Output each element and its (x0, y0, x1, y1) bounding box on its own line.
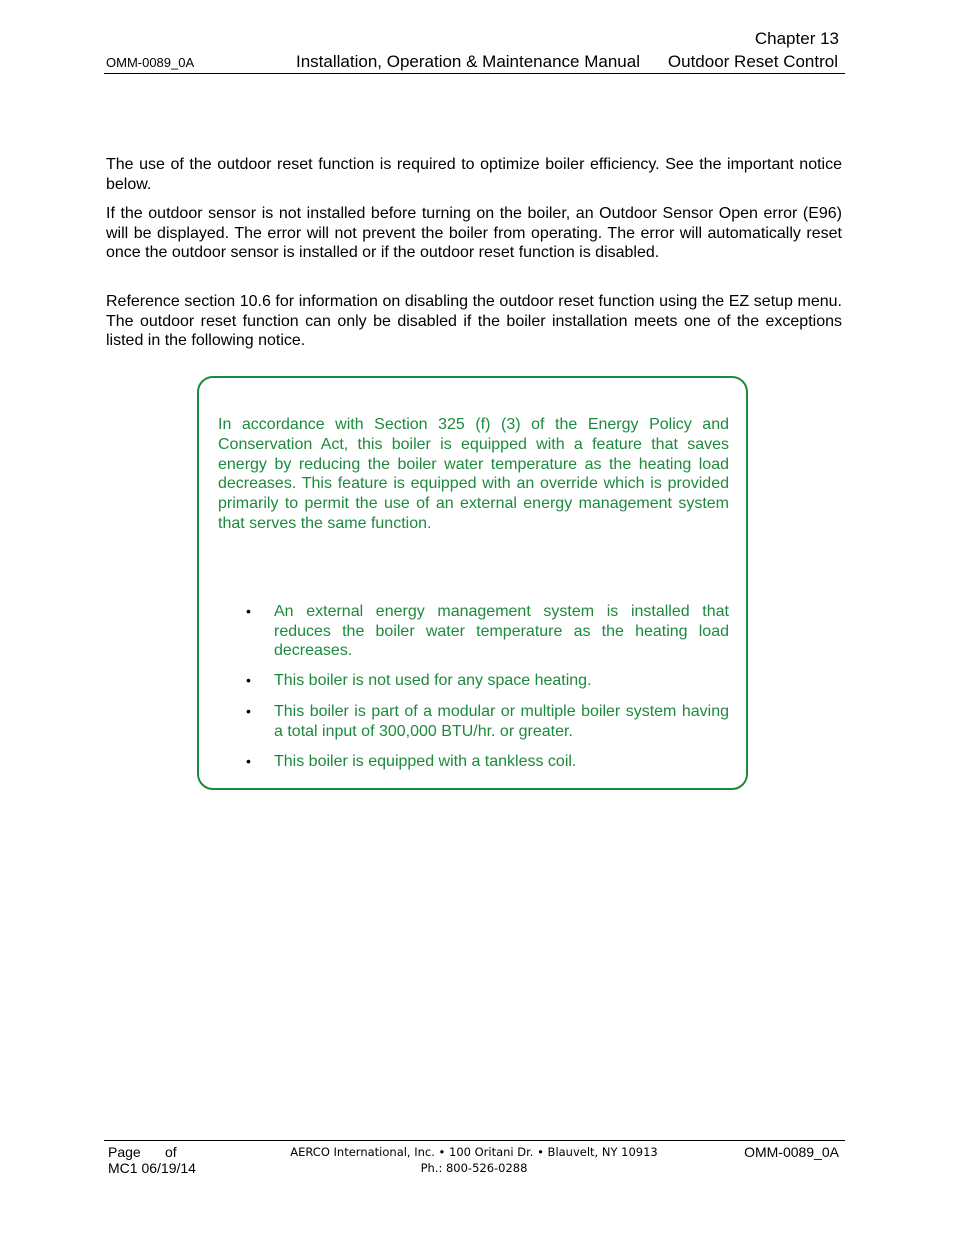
body-paragraph-2: If the outdoor sensor is not installed before turning on the boiler, an Outdoor Sensor Open error (E96) will be displayed. The error will not prevent the boiler from operating. The error will automatically reset once the outdoor sensor is installed or if the outdoor reset function is disabled. (106, 205, 842, 262)
footer-revision: MC1 06/19/14 (108, 1160, 196, 1176)
footer-company-address: AERCO International, Inc. • 100 Oritani Dr. • Blauvelt, NY 10913 (290, 1145, 658, 1159)
list-item-text: This boiler is equipped with a tankless coil. (274, 753, 577, 770)
notice-paragraph: In accordance with Section 325 (f) (3) of the Energy Policy and Conservation Act, this boiler is equipped with a feature that saves energy by reducing the boiler water temperature as the heating load decreases. This feature is equipped with an override which is provided primarily to permit the use of an external energy management system that serves the same function. (218, 416, 729, 532)
list-item-text: An external energy management system is installed that reduces the boiler water temperature as the heating load decreases. (274, 603, 729, 660)
bullet-mark: • (246, 603, 251, 619)
footer-divider (104, 1140, 845, 1141)
header-divider (104, 73, 845, 74)
list-item-text: This boiler is not used for any space heating. (274, 672, 592, 689)
footer-page-label: Page (108, 1144, 141, 1160)
bullet-mark: • (246, 753, 251, 769)
bullet-mark: • (246, 672, 251, 688)
manual-title: Installation, Operation & Maintenance Manual (296, 52, 640, 71)
chapter-label: Chapter 13 (754, 29, 839, 48)
footer-doc-id: OMM-0089_0A (744, 1144, 839, 1160)
list-item-text: This boiler is part of a modular or multiple boiler system having a total input of 300,000 BTU/hr. or greater. (274, 703, 729, 740)
section-title: Outdoor Reset Control (667, 52, 838, 71)
footer-phone: Ph.: 800-526-0288 (420, 1161, 528, 1175)
footer-of-label: of (165, 1144, 177, 1160)
body-paragraph-3: Reference section 10.6 for information on disabling the outdoor reset function using the EZ setup menu. The outdoor reset function can only be disabled if the boiler installation meets one of the exceptions listed in the following notice. (106, 293, 842, 350)
body-paragraph-1: The use of the outdoor reset function is required to optimize boiler efficiency. See the important notice below. (106, 156, 842, 193)
header-doc-id: OMM-0089_0A (106, 55, 195, 70)
bullet-mark: • (246, 703, 251, 719)
